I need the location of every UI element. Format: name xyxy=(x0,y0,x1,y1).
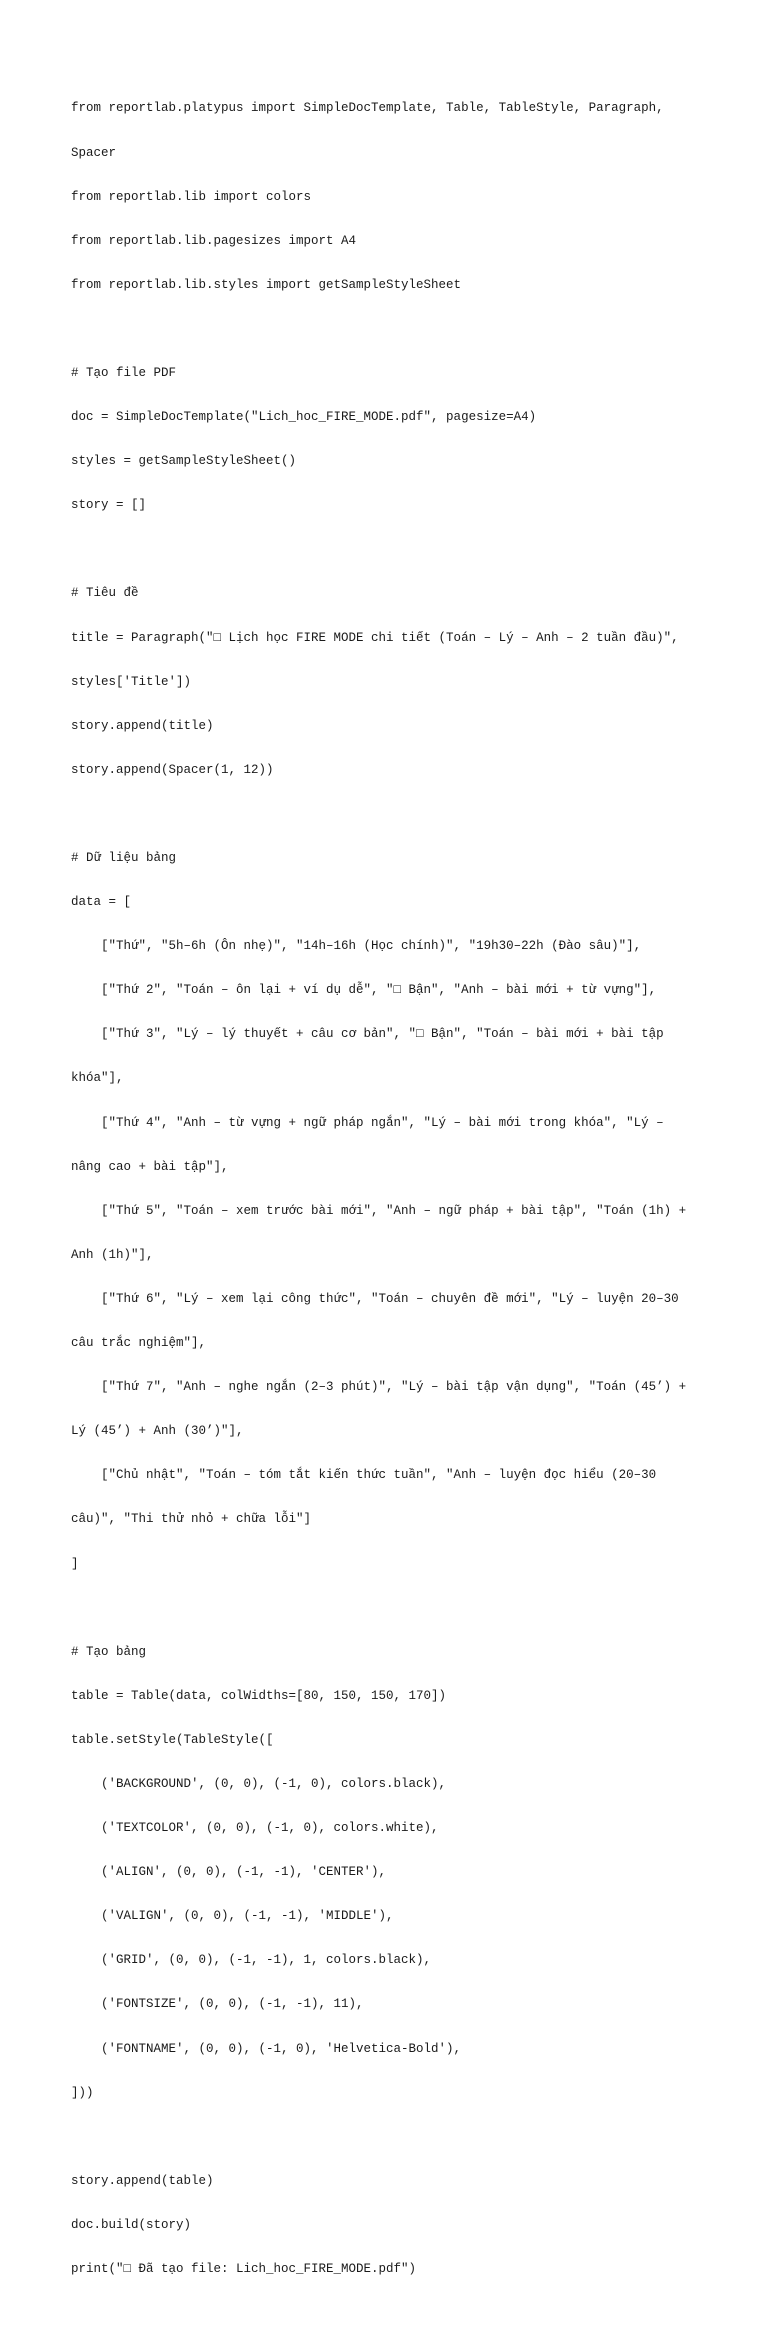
code-line: khóa"], xyxy=(71,1071,124,1086)
code-line xyxy=(71,1601,711,1616)
code-line: ["Thứ 3", "Lý – lý thuyết + câu cơ bản", "□ Bận", "Toán – bài mới + bài tập xyxy=(71,1027,664,1042)
code-line: from reportlab.lib import colors xyxy=(71,189,312,204)
code-line: title = Paragraph("□ Lịch học FIRE MODE chi tiết (Toán – Lý – Anh – 2 tuần đầu)", xyxy=(71,630,679,645)
code-line: doc = SimpleDocTemplate("Lich_hoc_FIRE_MODE.pdf", pagesize=A4) xyxy=(71,410,537,425)
code-line: styles['Title']) xyxy=(71,674,192,689)
code-line: table = Table(data, colWidths=[80, 150, 150, 170]) xyxy=(71,1688,447,1703)
code-line: ["Thứ 5", "Toán – xem trước bài mới", "Anh – ngữ pháp + bài tập", "Toán (1h) + xyxy=(71,1203,687,1218)
code-line: # Tạo file PDF xyxy=(71,365,177,380)
code-line: ('FONTNAME', (0, 0), (-1, 0), 'Helvetica-Bold'), xyxy=(71,2041,462,2056)
code-line: # Tạo bảng xyxy=(71,1644,147,1659)
code-line: Anh (1h)"], xyxy=(71,1247,154,1262)
code-line: styles = getSampleStyleSheet() xyxy=(71,454,297,469)
code-line: câu)", "Thi thử nhỏ + chữa lỗi"] xyxy=(71,1512,312,1527)
code-line: ('FONTSIZE', (0, 0), (-1, -1), 11), xyxy=(71,1997,364,2012)
code-line: data = [ xyxy=(71,895,132,910)
code-line: Spacer xyxy=(71,145,117,160)
document-page xyxy=(71,72,711,2350)
code-line: ('VALIGN', (0, 0), (-1, -1), 'MIDDLE'), xyxy=(71,1909,394,1924)
code-line: ["Thứ 2", "Toán – ôn lại + ví dụ dễ", "□ Bận", "Anh – bài mới + từ vựng"], xyxy=(71,983,657,998)
code-line: table.setStyle(TableStyle([ xyxy=(71,1732,274,1747)
code-line: from reportlab.lib.styles import getSampleStyleSheet xyxy=(71,277,462,292)
code-line: ('GRID', (0, 0), (-1, -1), 1, colors.black), xyxy=(71,1953,432,1968)
code-line: ["Thứ 7", "Anh – nghe ngắn (2–3 phút)", "Lý – bài tập vận dụng", "Toán (45’) + xyxy=(71,1380,687,1395)
code-line xyxy=(71,2130,711,2145)
code-line: doc.build(story) xyxy=(71,2217,192,2232)
code-line xyxy=(71,322,711,337)
code-line: ('ALIGN', (0, 0), (-1, -1), 'CENTER'), xyxy=(71,1865,387,1880)
code-line: ["Thứ", "5h–6h (Ôn nhẹ)", "14h–16h (Học chính)", "19h30–22h (Đào sâu)"], xyxy=(71,939,642,954)
code-line: ] xyxy=(71,1556,79,1571)
code-line: ["Thứ 6", "Lý – xem lại công thức", "Toán – chuyên đề mới", "Lý – luyện 20–30 xyxy=(71,1291,679,1306)
code-line: from reportlab.platypus import SimpleDocTemplate, Table, TableStyle, Paragraph, xyxy=(71,101,664,116)
code-line: story.append(table) xyxy=(71,2173,214,2188)
code-line: print("□ Đã tạo file: Lich_hoc_FIRE_MODE.pdf") xyxy=(71,2262,417,2276)
code-line: ('BACKGROUND', (0, 0), (-1, 0), colors.black), xyxy=(71,1776,447,1791)
code-line xyxy=(71,2306,711,2321)
code-line: story = [] xyxy=(71,498,147,513)
code-line: story.append(title) xyxy=(71,718,214,733)
code-line: ('TEXTCOLOR', (0, 0), (-1, 0), colors.white), xyxy=(71,1821,439,1836)
code-line: nâng cao + bài tập"], xyxy=(71,1159,229,1174)
code-line: # Dữ liệu bảng xyxy=(71,851,177,865)
code-block xyxy=(71,72,711,2350)
code-line: from reportlab.lib.pagesizes import A4 xyxy=(71,233,357,248)
code-line: Lý (45’) + Anh (30’)"], xyxy=(71,1424,244,1439)
code-line: story.append(Spacer(1, 12)) xyxy=(71,762,274,777)
code-line xyxy=(71,807,711,822)
code-line: ["Thứ 4", "Anh – từ vựng + ngữ pháp ngắn", "Lý – bài mới trong khóa", "Lý – xyxy=(71,1115,664,1130)
code-line xyxy=(71,542,711,557)
code-line: # Tiêu đề xyxy=(71,586,139,601)
code-line: ["Chủ nhật", "Toán – tóm tắt kiến thức tuần", "Anh – luyện đọc hiểu (20–30 xyxy=(71,1468,657,1483)
code-line: ])) xyxy=(71,2085,94,2100)
code-line: câu trắc nghiệm"], xyxy=(71,1336,207,1351)
